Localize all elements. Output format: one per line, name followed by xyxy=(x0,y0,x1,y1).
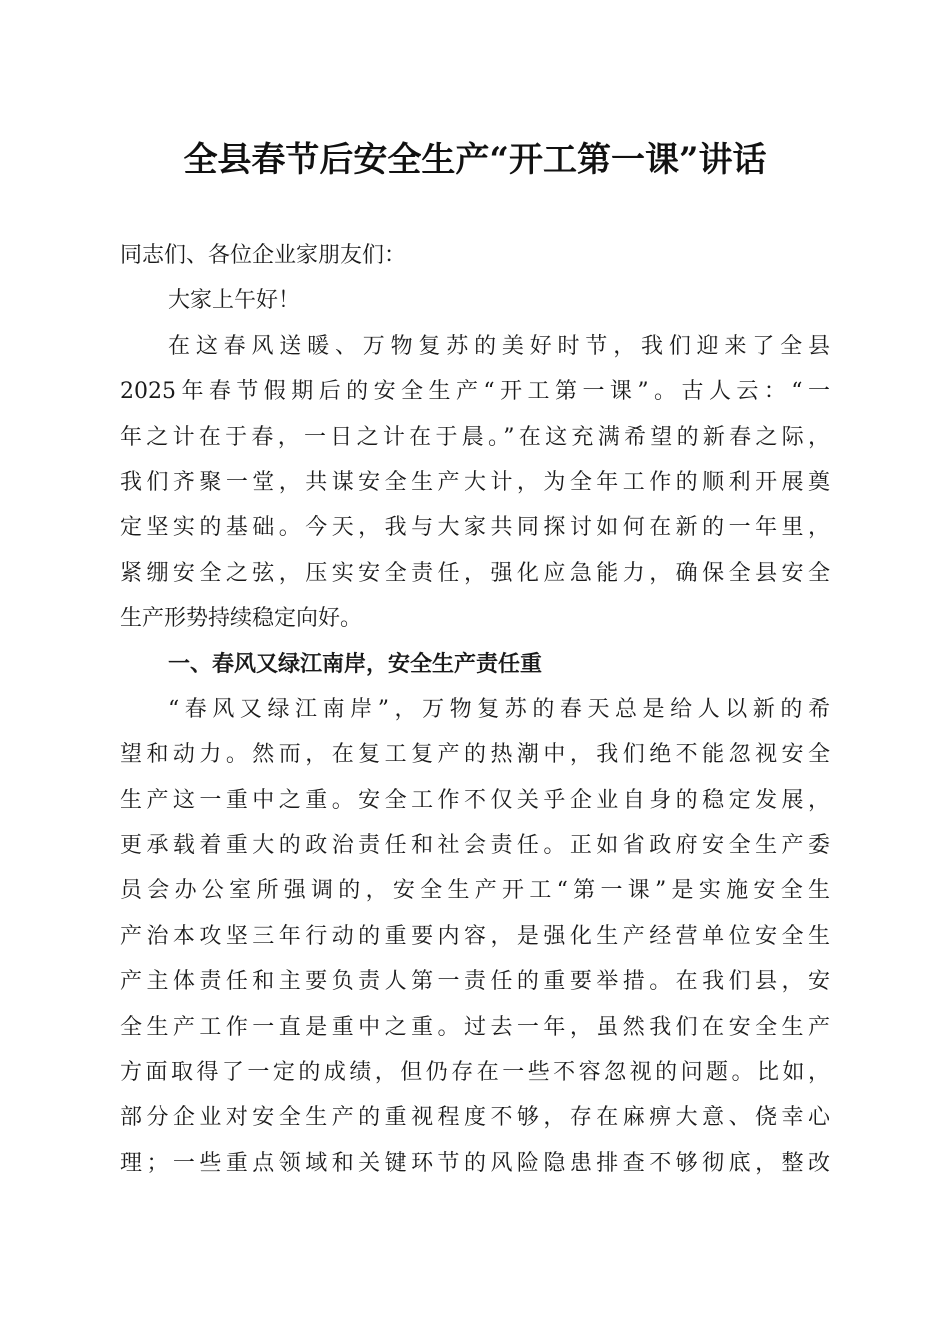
document-title: 全县春节后安全生产“开工第一课”讲话 xyxy=(183,140,767,180)
text-line: 部分企业对安全生产的重视程度不够，存在麻痹大意、侥幸心 xyxy=(120,1105,830,1131)
text-line: 大家上午好！ xyxy=(168,288,301,314)
text-line: 方面取得了一定的成绩，但仍存在一些不容忽视的问题。比如， xyxy=(120,1060,830,1086)
text-line: 员会办公室所强调的，安全生产开工“第一课”是实施安全生 xyxy=(120,878,830,904)
text-line: 在这春风送暖、万物复苏的美好时节，我们迎来了全县 xyxy=(168,333,830,359)
text-line: 理；一些重点领域和关键环节的风险隐患排查不够彻底，整改 xyxy=(120,1150,830,1176)
text-line: 产主体责任和主要负责人第一责任的重要举措。在我们县，安 xyxy=(120,969,830,995)
text-line: 同志们、各位企业家朋友们： xyxy=(120,243,407,268)
text-line: 生产形势持续稳定向好。 xyxy=(120,606,363,632)
text-line: 更承载着重大的政治责任和社会责任。正如省政府安全生产委 xyxy=(120,833,830,859)
text-line: 年之计在于春，一日之计在于晨。”在这充满希望的新春之际， xyxy=(120,424,830,450)
text-line: 望和动力。然而，在复工复产的热潮中，我们绝不能忽视安全 xyxy=(120,742,830,768)
text-line: 我们齐聚一堂，共谋安全生产大计，为全年工作的顺利开展奠 xyxy=(120,469,830,495)
section-heading: 一、春风又绿江南岸，安全生产责任重 xyxy=(168,651,543,677)
text-line: 产治本攻坚三年行动的重要内容，是强化生产经营单位安全生 xyxy=(120,923,830,949)
text-line: 2025年春节假期后的安全生产“开工第一课”。古人云：“一 xyxy=(120,379,830,405)
text-line: 全生产工作一直是重中之重。过去一年，虽然我们在安全生产 xyxy=(120,1014,830,1040)
document-body xyxy=(120,233,830,1186)
text-line: 定坚实的基础。今天，我与大家共同探讨如何在新的一年里， xyxy=(120,515,830,541)
text-line: 紧绷安全之弦，压实安全责任，强化应急能力，确保全县安全 xyxy=(120,560,830,586)
text-line: “春风又绿江南岸”，万物复苏的春天总是给人以新的希 xyxy=(168,696,830,722)
text-line: 生产这一重中之重。安全工作不仅关乎企业自身的稳定发展， xyxy=(120,787,830,813)
